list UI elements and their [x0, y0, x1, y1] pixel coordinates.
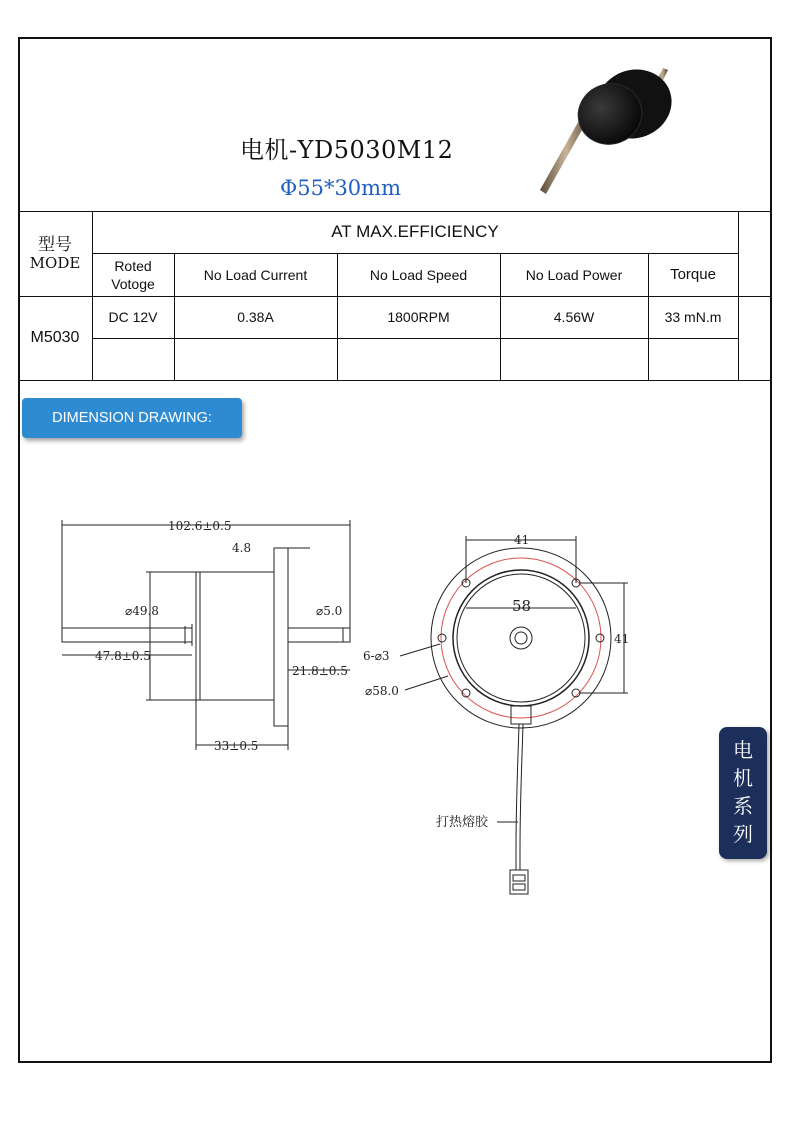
column-header: Roted Votoge	[111, 257, 155, 292]
column-header: Torque	[670, 265, 716, 283]
dim-holes: 6-⌀3	[363, 649, 390, 663]
side-tab-char: 列	[733, 824, 753, 846]
front-shaft	[288, 628, 350, 642]
model-cell: M5030	[30, 329, 80, 346]
rear-shaft	[62, 628, 192, 642]
mount-hole	[438, 634, 446, 642]
dim-hole-span-x: 41	[514, 533, 530, 547]
dim-rear-shaft-length: 47.8±0.5	[95, 649, 151, 663]
motor-body-circle	[453, 570, 589, 706]
front-view	[400, 536, 628, 894]
column-header: No Load Current	[203, 266, 308, 283]
dim-shaft-diameter: ⌀5.0	[316, 604, 343, 618]
side-view	[62, 520, 350, 750]
page-title: 电机-YD5030M12	[240, 136, 454, 164]
outer-flange-circle	[431, 548, 611, 728]
red-reference-circle	[441, 558, 601, 718]
dimension-drawing	[0, 500, 800, 920]
motor-body	[196, 572, 274, 700]
dim-body-length: 33±0.5	[214, 739, 259, 753]
dim-overall-length: 102.6±0.5	[168, 519, 232, 533]
cable-note: 打热熔胶	[436, 815, 489, 830]
mode-label-en: MODE	[29, 253, 81, 272]
dimension-drawing-badge: DIMENSION DRAWING:	[22, 398, 242, 438]
shaft-hub-outer	[510, 627, 532, 649]
side-tab-char: 系	[733, 796, 753, 818]
cable-exit	[511, 706, 531, 724]
group-header: AT MAX.EFFICIENCY	[331, 222, 499, 241]
table-cell: 4.56W	[553, 309, 595, 325]
mode-header-cell	[18, 211, 92, 296]
mount-hole	[596, 634, 604, 642]
motor-product-image	[538, 52, 678, 202]
column-header: No Load Power	[525, 266, 623, 283]
side-tab-char: 电	[733, 740, 753, 762]
table-col-divider	[738, 211, 739, 380]
mode-label-cn: 型号	[38, 234, 72, 255]
dim-body-diameter: ⌀49.8	[125, 604, 159, 618]
table-cell: 1800RPM	[387, 309, 450, 325]
table-bottom-border	[18, 380, 772, 381]
table-row-divider	[92, 338, 738, 339]
page-subtitle: Φ55*30mm	[280, 176, 401, 200]
side-tab-char: 机	[733, 768, 753, 790]
shaft-hub-inner	[515, 632, 527, 644]
column-header: No Load Speed	[369, 266, 468, 283]
dim-front-shaft-length: 21.8±0.5	[292, 664, 348, 678]
table-cell: 0.38A	[237, 309, 274, 325]
table-cell: 33 mN.m	[664, 309, 722, 325]
dim-flange-diameter: ⌀58.0	[365, 684, 399, 698]
flange	[274, 548, 288, 726]
dim-flange-thickness: 4.8	[232, 541, 252, 555]
dim-hole-span-y: 41	[614, 632, 630, 646]
table-cell: DC 12V	[108, 309, 158, 325]
dim-inner-diameter: 58	[512, 597, 532, 615]
